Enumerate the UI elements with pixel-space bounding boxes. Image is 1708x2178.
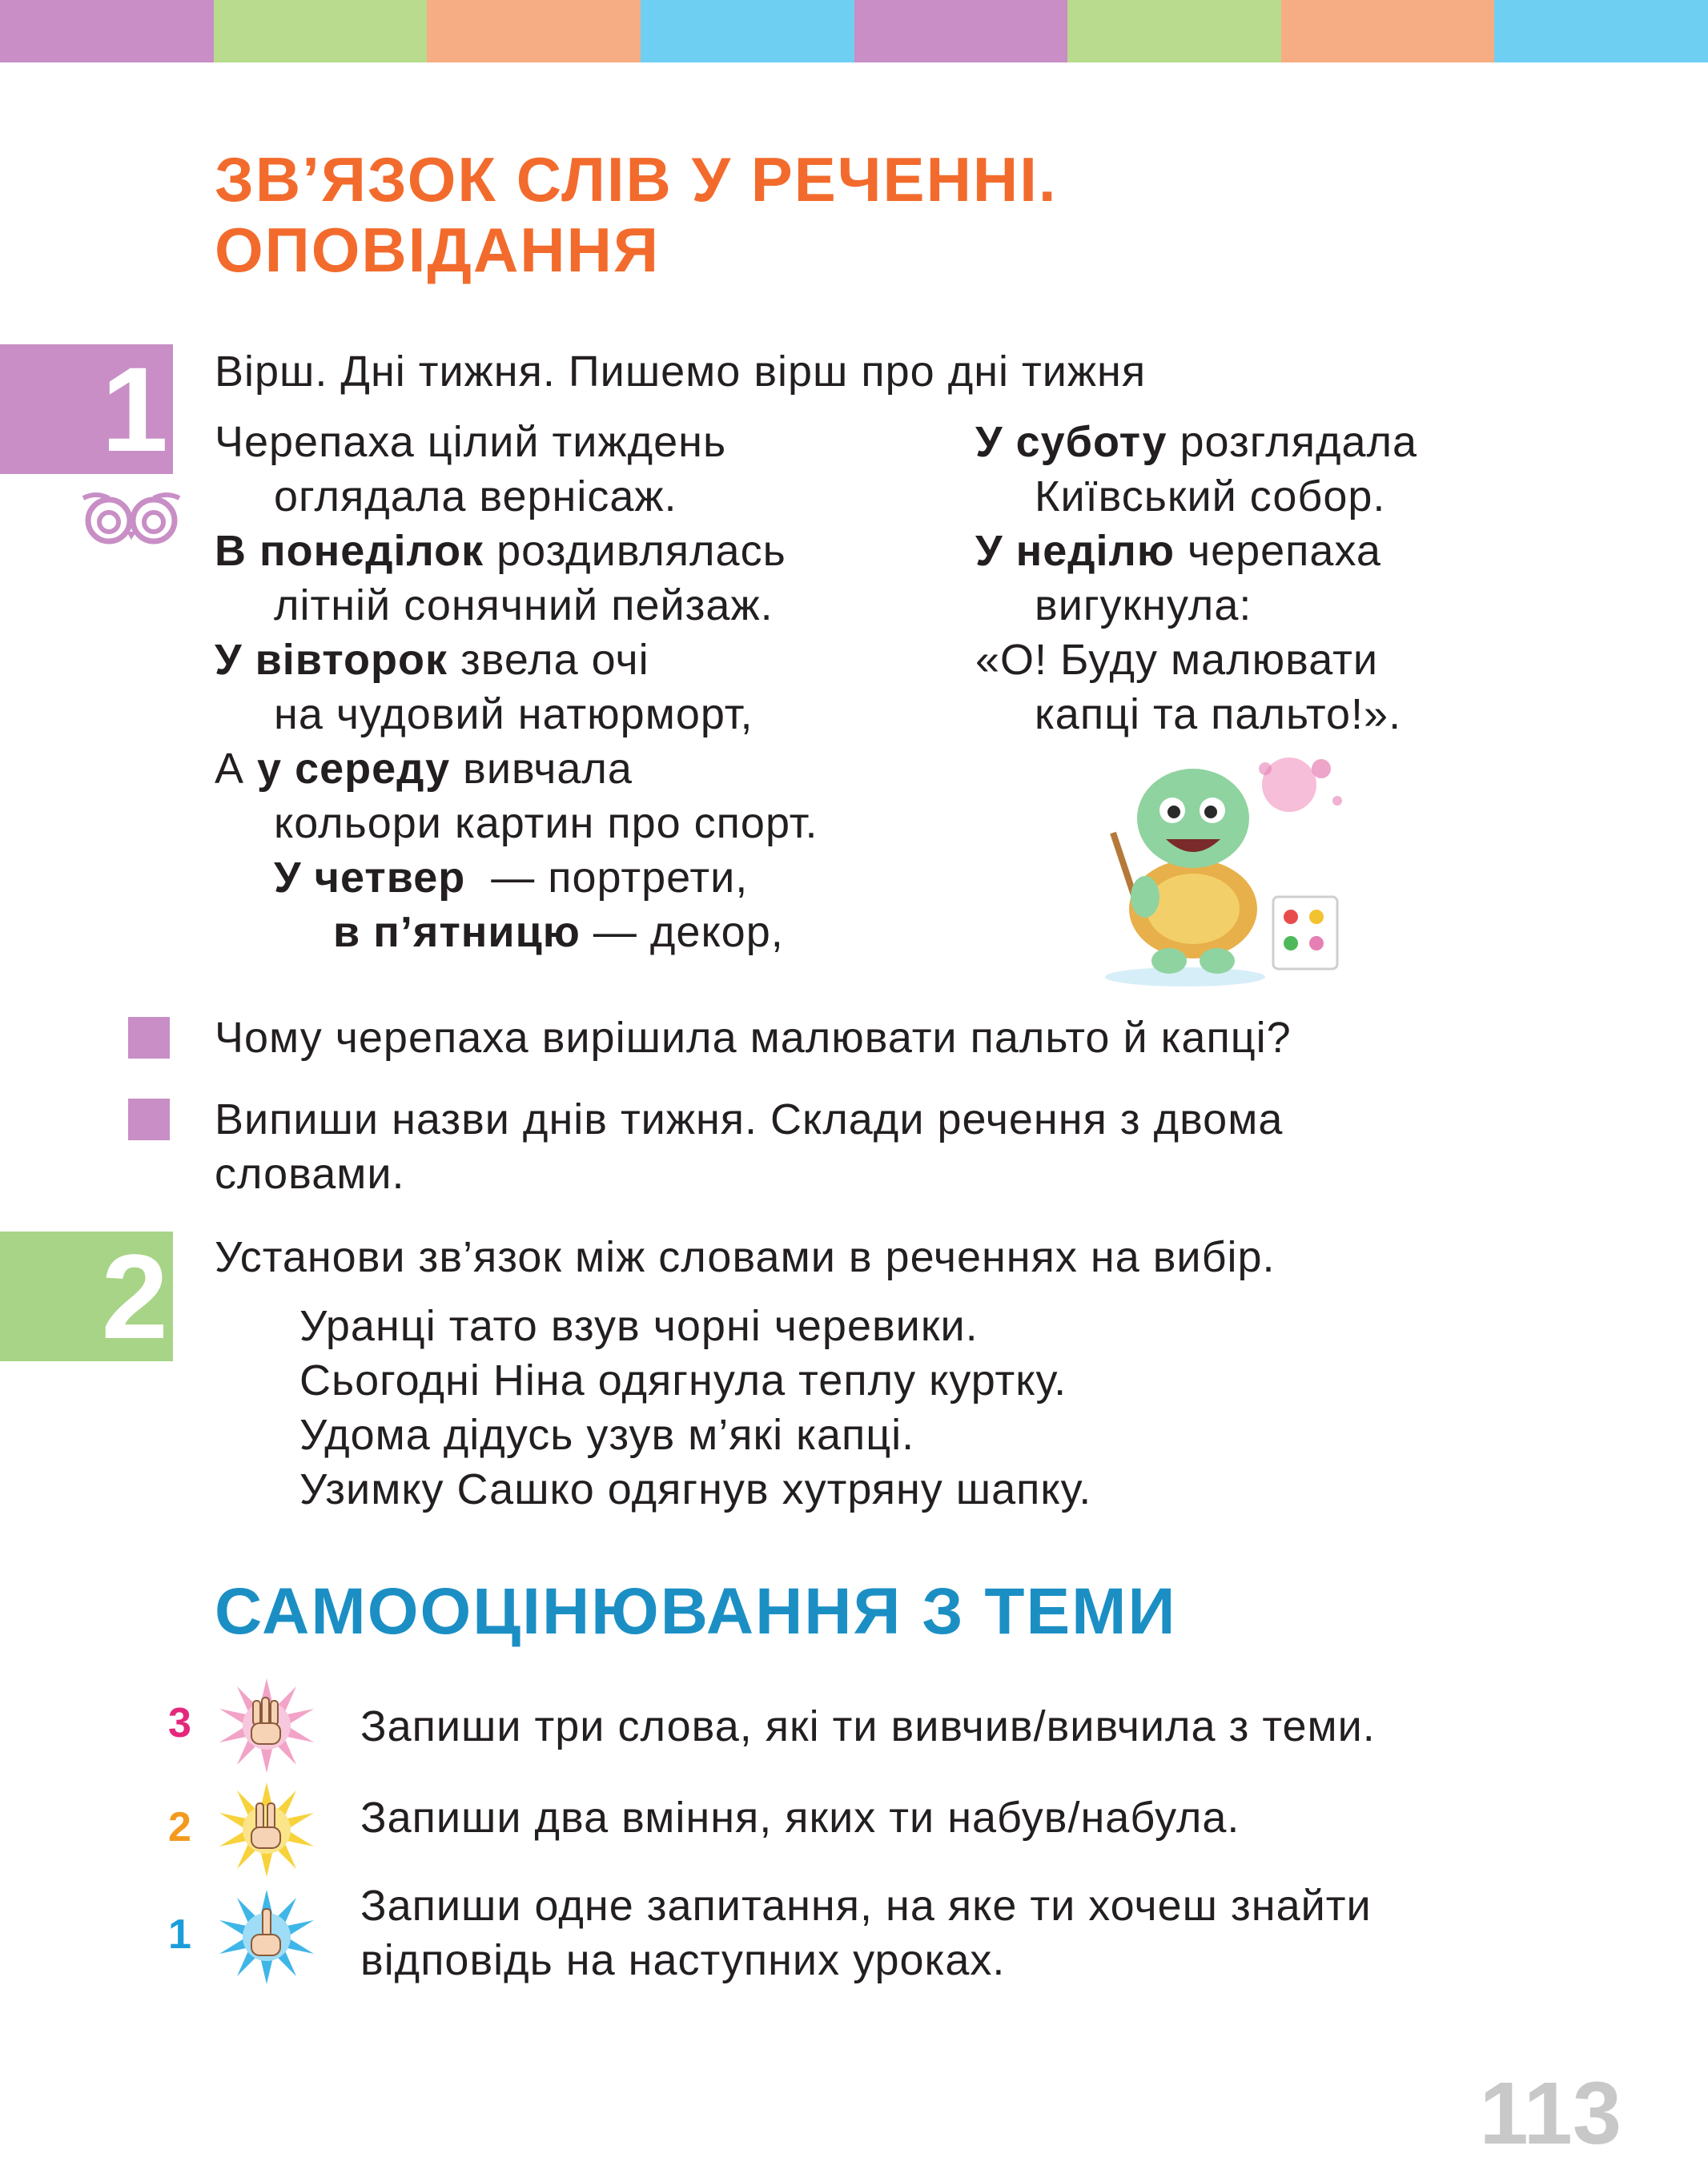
page-title-line2: ОПОВІДАННЯ bbox=[215, 215, 661, 285]
day-sunday: У неділю bbox=[975, 527, 1175, 575]
turtle-painter-icon bbox=[1089, 745, 1377, 993]
day-wednesday: у середу bbox=[257, 745, 451, 793]
question-bullet bbox=[128, 1017, 170, 1059]
poem-line: капці та пальто!». bbox=[1035, 690, 1402, 738]
sentence: Удома дідусь узув м’які капці. bbox=[299, 1411, 915, 1459]
day-monday: В понеділок bbox=[215, 527, 484, 575]
self-item-3: Запиши три слова, які ти вивчив/вивчила з теми. bbox=[360, 1702, 1376, 1750]
poem-right-column bbox=[975, 415, 1417, 741]
self-item-2: Запиши два вміння, яких ти набув/набула. bbox=[360, 1794, 1240, 1842]
poem-line: оглядала вернісаж. bbox=[274, 472, 677, 520]
poem-line: на чудовий натюрморт, bbox=[274, 690, 754, 738]
stripe bbox=[854, 0, 1068, 62]
poem-left-column bbox=[215, 415, 818, 959]
stripe bbox=[641, 0, 854, 62]
self-assessment-title: САМООЦІНЮВАННЯ З ТЕМИ bbox=[215, 1575, 1177, 1648]
stripe bbox=[0, 0, 214, 62]
day-thursday: У четвер bbox=[274, 854, 466, 902]
sentence: Узимку Сашко одягнув хутряну шапку. bbox=[299, 1465, 1092, 1513]
question-2: Випиши назви днів тижня. Склади речення з двома словами. bbox=[215, 1095, 1284, 1198]
stripe bbox=[1494, 0, 1708, 62]
owl-eyes-icon bbox=[80, 490, 183, 546]
poem-line: «О! Буду малювати bbox=[975, 636, 1378, 684]
poem-line: В понеділок роздивлялась bbox=[215, 527, 786, 575]
question-bullet bbox=[128, 1099, 170, 1140]
sentence: Сьогодні Ніна одягнула теплу куртку. bbox=[299, 1356, 1067, 1404]
day-friday: в п’ятницю bbox=[333, 908, 581, 956]
one-finger-flower-icon bbox=[218, 1888, 315, 1986]
page-number: 113 bbox=[1479, 2064, 1622, 2163]
task-2-sentences bbox=[299, 1299, 1091, 1517]
poem-line: літній сонячний пейзаж. bbox=[274, 581, 774, 629]
poem-line: У неділю черепаха bbox=[975, 527, 1381, 575]
poem-line: кольори картин про спорт. bbox=[274, 799, 818, 847]
stripe bbox=[427, 0, 641, 62]
self-item-1: Запиши одне запитання, на яке ти хочеш знайти відповідь на наступних уроках. bbox=[360, 1882, 1372, 1984]
three-fingers-flower-icon bbox=[218, 1677, 315, 1774]
poem-line: У четвер — портрети, bbox=[274, 854, 749, 902]
poem-line: У вівторок звела очі bbox=[215, 636, 649, 684]
question-1: Чому черепаха вирішила малювати пальто й капці? bbox=[215, 1014, 1292, 1062]
top-color-stripes bbox=[0, 0, 1708, 62]
level-3-number: 3 bbox=[168, 1700, 191, 1746]
sentence: Уранці тато взув чорні черевики. bbox=[299, 1302, 979, 1350]
task-1-heading: Вірш. Дні тижня. Пишемо вірш про дні тижня bbox=[215, 348, 1147, 396]
task-2-number: 2 bbox=[0, 1232, 173, 1361]
poem-line: в п’ятницю — декор, bbox=[333, 908, 784, 956]
task-1-number: 1 bbox=[0, 344, 173, 474]
stripe bbox=[214, 0, 428, 62]
two-fingers-flower-icon bbox=[218, 1781, 315, 1879]
poem-line: вигукнула: bbox=[1035, 581, 1252, 629]
day-saturday: У суботу bbox=[975, 418, 1167, 466]
level-2-number: 2 bbox=[168, 1804, 191, 1850]
stripe bbox=[1281, 0, 1495, 62]
day-tuesday: У вівторок bbox=[215, 636, 448, 684]
task-2-heading: Установи зв’язок між словами в реченнях на вибір. bbox=[215, 1233, 1276, 1281]
level-1-number: 1 bbox=[168, 1911, 191, 1958]
stripe bbox=[1067, 0, 1281, 62]
poem-line: Черепаха цілий тиждень bbox=[215, 418, 727, 466]
page-title-line1: ЗВ’ЯЗОК СЛІВ У РЕЧЕННІ. bbox=[215, 144, 1058, 215]
poem-line: Київський собор. bbox=[1035, 472, 1386, 520]
poem-line: А у середу вивчала bbox=[215, 745, 633, 793]
page-title bbox=[215, 144, 1058, 285]
poem-line: У суботу розглядала bbox=[975, 418, 1418, 466]
